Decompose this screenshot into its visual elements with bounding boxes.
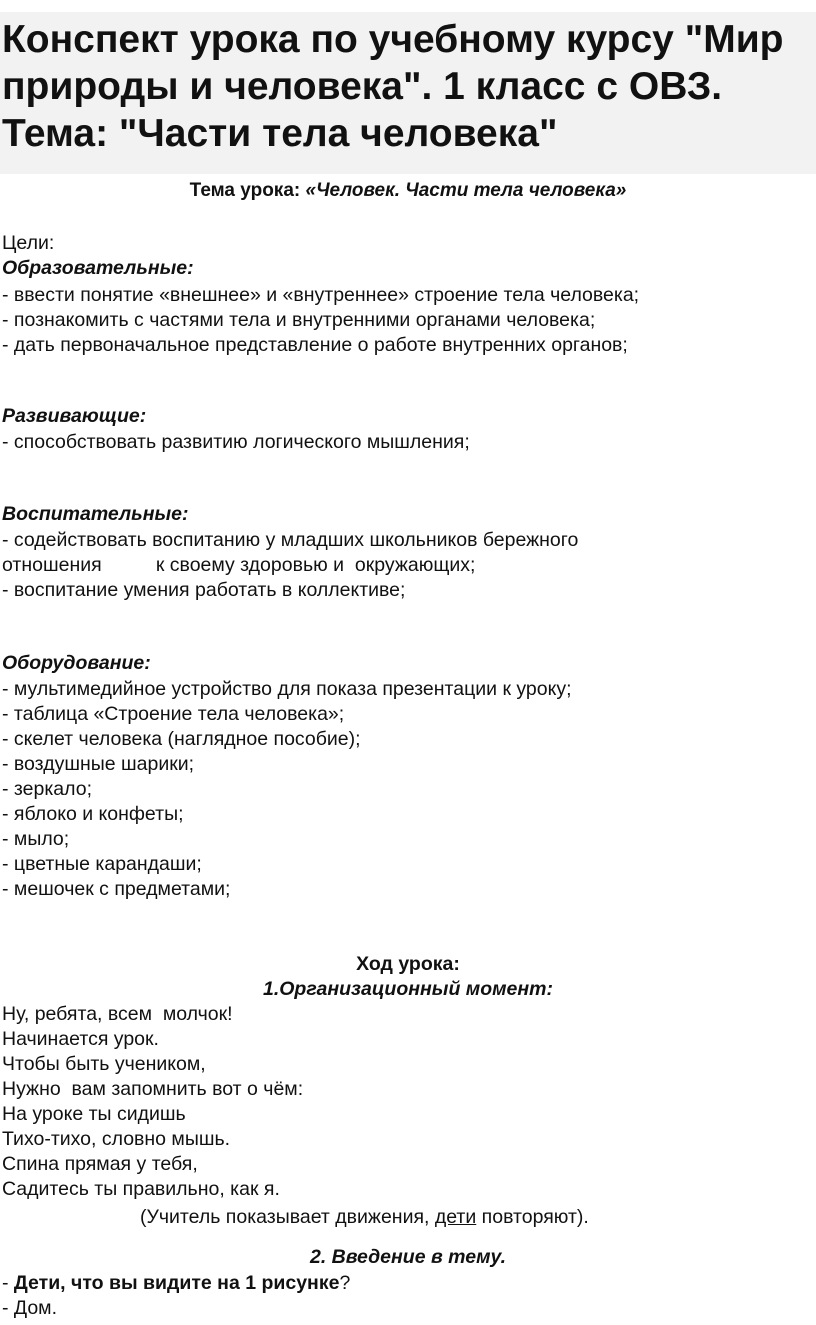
poem-line: Нужно вам запомнить вот о чём:: [2, 1078, 304, 1100]
list-item: - мешочек с предметами;: [2, 878, 231, 900]
list-item: - познакомить с частями тела и внутренними органами человека;: [2, 309, 596, 331]
list-item: - ввести понятие «внешнее» и «внутреннее» строение тела человека;: [2, 284, 640, 306]
list-item: - цветные карандаши;: [2, 853, 202, 875]
list-item: - воспитание умения работать в коллективе;: [2, 579, 406, 601]
poem-line: Тихо-тихо, словно мышь.: [2, 1128, 231, 1150]
list-item: - яблоко и конфеты;: [2, 803, 184, 825]
topic-label: Тема урока:: [189, 180, 301, 201]
list-item: - дать первоначальное представление о работе внутренних органов;: [2, 334, 628, 356]
list-item: - таблица «Строение тела человека»;: [2, 703, 345, 725]
lesson-heading: Ход урока:: [356, 953, 460, 975]
equipment-heading: Оборудование:: [2, 652, 151, 674]
poem-line: На уроке ты сидишь: [2, 1103, 186, 1125]
upbringing-heading: Воспитательные:: [2, 503, 189, 525]
question: [2, 1271, 350, 1295]
list-item: - мультимедийное устройство для показа презентации к уроку;: [2, 678, 572, 700]
developing-heading: Развивающие:: [2, 405, 147, 427]
note-underlined: дети: [434, 1206, 477, 1228]
section-1-heading: 1.Организационный момент:: [263, 978, 553, 1000]
note-text-end: повторяют).: [476, 1206, 589, 1228]
goals-label: Цели:: [2, 232, 55, 254]
teacher-note: [140, 1205, 589, 1229]
list-item: - мыло;: [2, 828, 70, 850]
list-item: - зеркало;: [2, 778, 92, 800]
list-item: отношения к своему здоровью и окружающих;: [2, 554, 476, 576]
poem-line: Чтобы быть учеником,: [2, 1053, 206, 1075]
document-title: Конспект урока по учебному курсу "Мир природы и человека". 1 класс с ОВЗ. Тема: "Части тела человека": [2, 18, 784, 155]
lesson-topic: [0, 179, 816, 203]
question-dash: -: [2, 1272, 14, 1294]
poem-line: Начинается урок.: [2, 1028, 159, 1050]
section-2-heading: 2. Введение в тему.: [309, 1246, 507, 1268]
list-item: - содействовать воспитанию у младших школьников бережного: [2, 529, 579, 551]
list-item: - способствовать развитию логического мышления;: [2, 431, 470, 453]
answer: - Дом.: [2, 1297, 58, 1319]
educational-heading: Образовательные:: [2, 257, 194, 279]
poem-line: Спина прямая у тебя,: [2, 1153, 198, 1175]
list-item: - скелет человека (наглядное пособие);: [2, 728, 361, 750]
topic-value: «Человек. Части тела человека»: [305, 180, 627, 201]
question-text: Дети, что вы видите на 1 рисунке: [13, 1272, 340, 1294]
list-item: - воздушные шарики;: [2, 753, 195, 775]
question-mark: ?: [339, 1272, 351, 1294]
poem-line: Садитесь ты правильно, как я.: [2, 1178, 280, 1200]
note-text: (Учитель показывает движения,: [140, 1206, 435, 1228]
poem-line: Ну, ребята, всем молчок!: [2, 1003, 233, 1025]
